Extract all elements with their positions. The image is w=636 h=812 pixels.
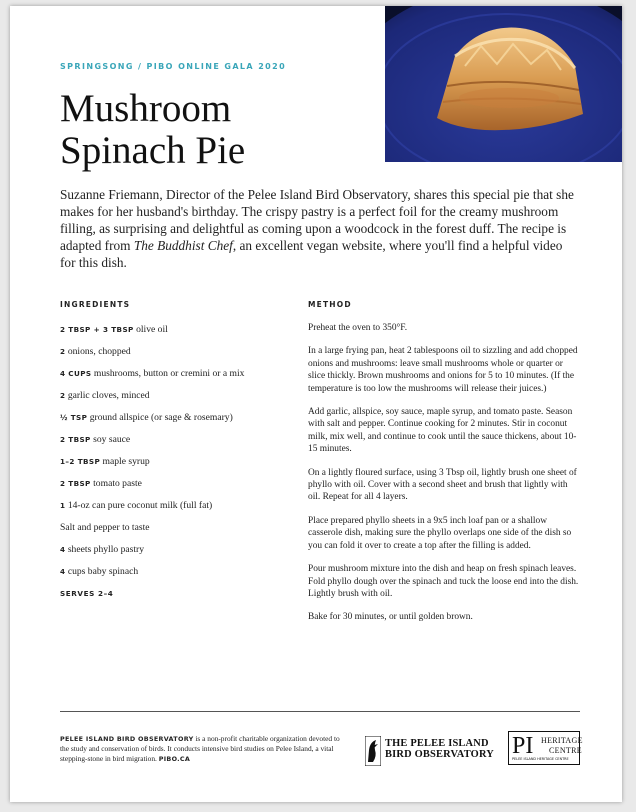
intro-text-2: , an excellent vegan website, where you'll find a helpful video for this dish. [60,238,563,270]
serves-label: SERVES 2–4 [60,589,114,598]
ingredient-qty: 2 TBSP [60,479,91,488]
ingredient-text: garlic cloves, minced [67,390,150,401]
title-line-1: Mushroom [60,87,232,130]
ingredient-item [60,324,300,346]
ingredient-item [60,478,300,500]
ingredient-text: cups baby spinach [67,566,139,577]
ingredient-item [60,544,300,566]
footer-org-text: is a non-profit charitable organization devoted to the study and conservation of birds. It conducts intensive bird studies on Pelee Island, a vital stepping-stone in bird migration. [60,734,340,763]
method-step: Place prepared phyllo sheets in a 9x5 inch loaf pan or a shallow casserole dish, making sure the phyllo overlaps one side of the dish so you can fold it over to create a top after the filling is added. [308,515,572,551]
ingredient-text: mushrooms, button or cremini or a mix [93,368,245,379]
ingredient-text: soy sauce [93,434,131,445]
method-step: Bake for 30 minutes, or until golden brown. [308,612,473,623]
ingredient-text: sheets phyllo pastry [67,544,145,555]
ingredient-item [60,434,300,456]
ingredient-qty: 1 [60,501,66,510]
method-step: Add garlic, allspice, soy sauce, maple syrup, and tomato paste. Season with salt and pepper. Continue cooking for 2 minutes. Stir in coconut milk, mix well, and continue to cook until the sauce thickens, about 10- 15 minutes. [308,407,577,455]
ingredient-qty: 2 [60,347,66,356]
recipe-title [60,88,245,172]
pibo-logo-text [385,738,494,760]
ingredient-item [60,500,300,522]
intro-text-1: Suzanne Friemann, Director of the Pelee Island Bird Observatory, shares this special pie that she makes for her husband's birthday. The crispy pastry is a perfect foil for the creamy mushroom filling, as surprising and delightful as coming upon a woodcock in the forest duff. The recipe is adapted from [60,187,574,253]
ingredient-text: tomato paste [93,478,142,489]
pibo-logo [365,734,505,766]
pie-photo [385,6,622,162]
heritage-logo-text [541,736,583,756]
method-step: Preheat the oven to 350°F. [308,323,408,333]
bird-icon [365,736,381,766]
ingredient-item [60,390,300,412]
ingredient-qty: 2 TBSP [60,435,91,444]
title-line-2: Spinach Pie [60,129,246,172]
heritage-logo-subtext: PELEE ISLAND HERITAGE CENTRE [512,757,569,761]
footer-org-name: PELEE ISLAND BIRD OBSERVATORY [60,735,194,743]
ingredients-heading: INGREDIENTS [60,300,131,309]
ingredient-item [60,412,300,434]
ingredient-text: ground allspice (or sage & rosemary) [89,412,233,423]
ingredient-text: olive oil [136,324,168,335]
footer-description [60,734,340,764]
ingredient-item [60,522,300,544]
method-step: In a large frying pan, heat 2 tablespoons oil to sizzling and add chopped onions and mushrooms: leave small mushrooms whole or quarter or slice thickly. Brown mushrooms and onions for 5 to 10 minutes. (If the temperature is too low the mushrooms will release their juices.) [308,346,578,394]
ingredient-item [60,368,300,390]
pibo-logo-line-1: THE PELEE ISLAND [385,738,489,749]
ingredient-qty: 2 [60,391,66,400]
ingredient-qty: 4 CUPS [60,369,92,378]
ingredients-list [60,324,300,588]
ingredient-qty: 4 [60,567,66,576]
heritage-logo-line-2: CENTRE [549,746,582,755]
event-eyebrow: SPRINGSONG / PIBO ONLINE GALA 2020 [60,62,287,71]
recipe-intro [60,186,580,271]
ingredient-item [60,456,300,478]
ingredient-text: Salt and pepper to taste [60,522,150,533]
ingredient-item [60,346,300,368]
method-steps [308,322,580,635]
ingredient-item [60,566,300,588]
recipe-page [10,6,622,802]
ingredient-qty: 2 TBSP + 3 TBSP [60,325,134,334]
method-step: Pour mushroom mixture into the dish and heap on fresh spinach leaves. Fold phyllo dough over the spinach and tuck the loose end into the dish. Lightly brush with oil. [308,564,579,599]
footer-divider [60,711,580,712]
ingredient-text: maple syrup [102,456,150,467]
pibo-logo-line-2: BIRD OBSERVATORY [385,749,495,760]
ingredient-qty: ½ TSP [60,413,88,422]
ingredient-text: onions, chopped [67,346,131,357]
method-step: On a lightly floured surface, using 3 Tbsp oil, lightly brush one sheet of phyllo with oil. Cover with a second sheet and brush that lightly with oil. Repeat for all 4 layers. [308,467,577,503]
ingredient-text: 14-oz can pure coconut milk (full fat) [67,500,213,511]
method-heading: METHOD [308,300,352,309]
heritage-logo-line-1: HERITAGE [541,736,583,745]
ingredient-qty: 1–2 TBSP [60,457,101,466]
footer-website: PIBO.CA [158,755,191,763]
heritage-logo-pi: PI [512,733,534,759]
ingredient-qty: 4 [60,545,66,554]
pie-photo-graphic [385,6,622,162]
heritage-centre-logo [508,731,583,765]
intro-book-title: The Buddhist Chef [133,238,233,253]
